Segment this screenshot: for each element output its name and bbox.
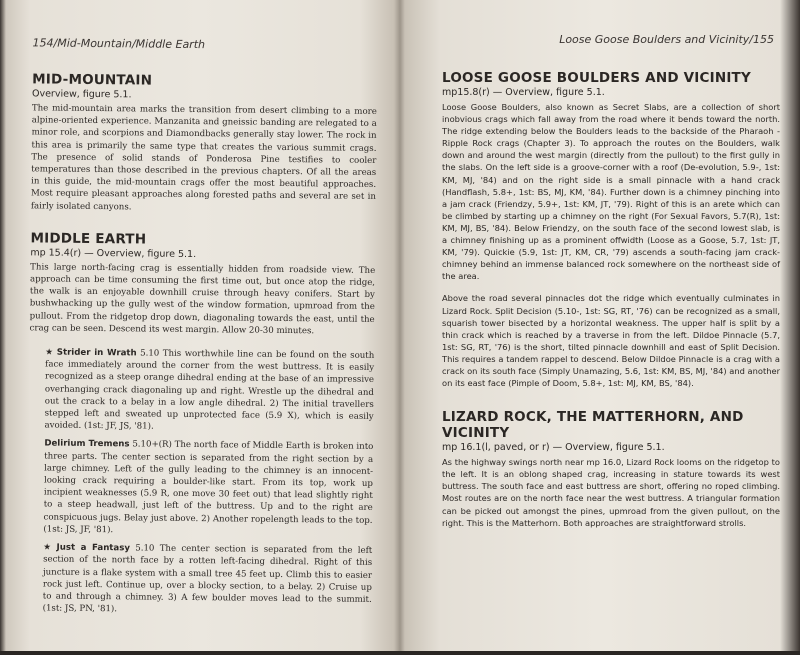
section-title: LOOSE GOOSE BOULDERS AND VICINITY	[442, 70, 751, 86]
section-body: The mid-mountain area marks the transition from desert climbing to a more alpine-oriented experience. Manzanita and gneissic banding are relegated to a minor role, and scorpions and Diamondbacks generally stay lower. The rock in this area is primarily the same type that creates the various summit crags. The presence of solid stands of Ponderosa Pine testifies to cooler temperatures than those described in the previous chapters. Of all the areas in this guide, the mid-mountain crags offer the most beautiful approaches. Most require pleasant approaches along forested paths and several are set in fairly isolated canyons.	[30, 103, 377, 213]
section-subtitle: mp 15.4(r) — Overview, figure 5.1.	[30, 247, 197, 260]
right-page	[404, 0, 800, 651]
route-text: 5.10 The center section is separated from the left section of the north face by a rotten left-facing dihedral. Right of this juncture is a flake system with a small tree 45 feet up. Climb this to easier rock just left. Continue up, over a blocky section, to a belay. 2) Cruise up to and through a chimney. 3) A few boulder moves lead to the summit. (1st: JS, PN, '81).	[42, 543, 373, 615]
section-subtitle: mp 16.1(l, paved, or r) — Overview, figure 5.1.	[442, 442, 665, 454]
running-head: Loose Goose Boulders and Vicinity/155	[559, 33, 774, 46]
section-title: MID-MOUNTAIN	[32, 71, 153, 89]
route-text: 5.10+(R) The north face of Middle Earth is broken into three parts. The center section is separated from the right section by a large chimney. Left of the gully leading to the chimney is an innocent-looking crack requiring a boulder-like start. From its top, work up incipient weaknesses (5.9 R, one move 30 feet out) that lead slightly right to a steep headwall, just left of the buttress. Up and to the right are conspicuous jugs. Belay just above. 2) Another ropelength leads to the top. (1st: JS, JF, '81).	[43, 439, 374, 536]
route-description	[27, 541, 373, 618]
route-description	[28, 346, 374, 435]
section-title: MIDDLE EARTH	[30, 230, 147, 248]
section-body: This large north-facing crag is essentially hidden from roadside view. The approach can be time consuming the first time out, but once atop the ridge, the walk is an enjoyable downhill cruise through heavy conifers. Start by bushwhacking up the gully west of the window formation, upmroad from the pullout. From the ridgetop drop down, diagonaling towards the east, until the crag can be seen. Descend its west margin. Allow 20-30 minutes.	[29, 262, 376, 337]
section-body: Loose Goose Boulders, also known as Secret Slabs, are a collection of short inobvious crags which fall away from the road where it bends toward the north. The ridge extending below the Boulders leads to the backside of the Pharaoh - Ripple Rock crags (Chapter 3). To approach the routes on the Boulders, walk down and around the west margin (directly from the pullout) to the first gully in the slabs. On the left side is a groove-corner with a roof (De-evolution, 5.9-, 1st: KM, MJ, '84) and on the right side is a small pinnacle with a hand crack (Handflash, 5.8+, 1st: BS, MJ, KM, '84). Further down is a chimney pinching into a jam crack (Friendzy, 5.9+, 1st: KM, JT, '79). Right of this is an arete which can be climbed by starting up a chimney on the right (For Sexual Favors, 5.7(R), 1st: KM, MJ, BS, '84). Below Friendzy, on the south face of the second lowest slab, is a chimney finishing up as a prominent offwidth (Loose as a Goose, 5.7, 1st: JT, KM, '79). Quickie (5.9, 1st: JT, KM, CR, '79) ascends a south-facing jam crack-chimney behind an immense balanced rock somewhere on the northeast side of the area.	[442, 102, 780, 282]
route-description	[27, 438, 373, 539]
route-text: 5.10 This worthwhile line can be found on the south face immediately around the corner from the west buttress. It is easily recognized as a steep orange dihedral ending at the base of an impressive overhanging crack diagonaling up and right. Wrestle up the dihedral and out the crack to a belay in a low angle dihedral. 2) The initial travellers stepped left and sweated up unprotected face (5.9 X), which is easily avoided. (1st: JF, JS, '81).	[44, 348, 375, 432]
section-subtitle: Overview, figure 5.1.	[31, 88, 132, 101]
route-name: Strider in Wrath	[56, 347, 137, 359]
star-icon: ★	[43, 542, 54, 553]
section-body: Above the road several pinnacles dot the ridge which eventually culminates in Lizard Rock. Split Decision (5.10-, 1st: SG, RT, '76) can be recognized as a small, squarish tower bisected by a horizontal weakness. The upper half is split by a thin crack which is reached by a traverse in from the left. Dildoe Pinnacle (5.7, 1st: SG, RT, '76) is the short, tilted pinnacle downhill and east of Split Decision. This requires a tandem rappel to descend. Below Dildoe Pinnacle is a crag with a crack on its south face (Simply Unamazing, 5.6, 1st: KM, BS, MJ, '84) and another on its east face (Pimple of Doom, 5.8+, 1st: MJ, KM, BS, '84).	[442, 293, 780, 389]
running-head: 154/Mid-Mountain/Middle Earth	[32, 36, 206, 52]
star-icon: ★	[45, 347, 54, 358]
route-name: Just a Fantasy	[56, 542, 131, 554]
section-body: As the highway swings north near mp 16.0, Lizard Rock looms on the ridgetop to the left. It is an oblong shaped crag, increasing in stature towards its west buttress. The south face and east buttress are short, offering no roped climbing. Most routes are on the north face near the west buttress. A triangular formation can be picked out amongst the pines, upmroad from the given pullout, on the right. This is the Matterhorn. Both approaches are straightforward strolls.	[442, 457, 780, 528]
route-name: Delirium Tremens	[44, 438, 130, 450]
section-title: LIZARD ROCK, THE MATTERHORN, AND VICINITY	[442, 409, 744, 442]
section-subtitle: mp15.8(r) — Overview, figure 5.1.	[442, 87, 605, 98]
